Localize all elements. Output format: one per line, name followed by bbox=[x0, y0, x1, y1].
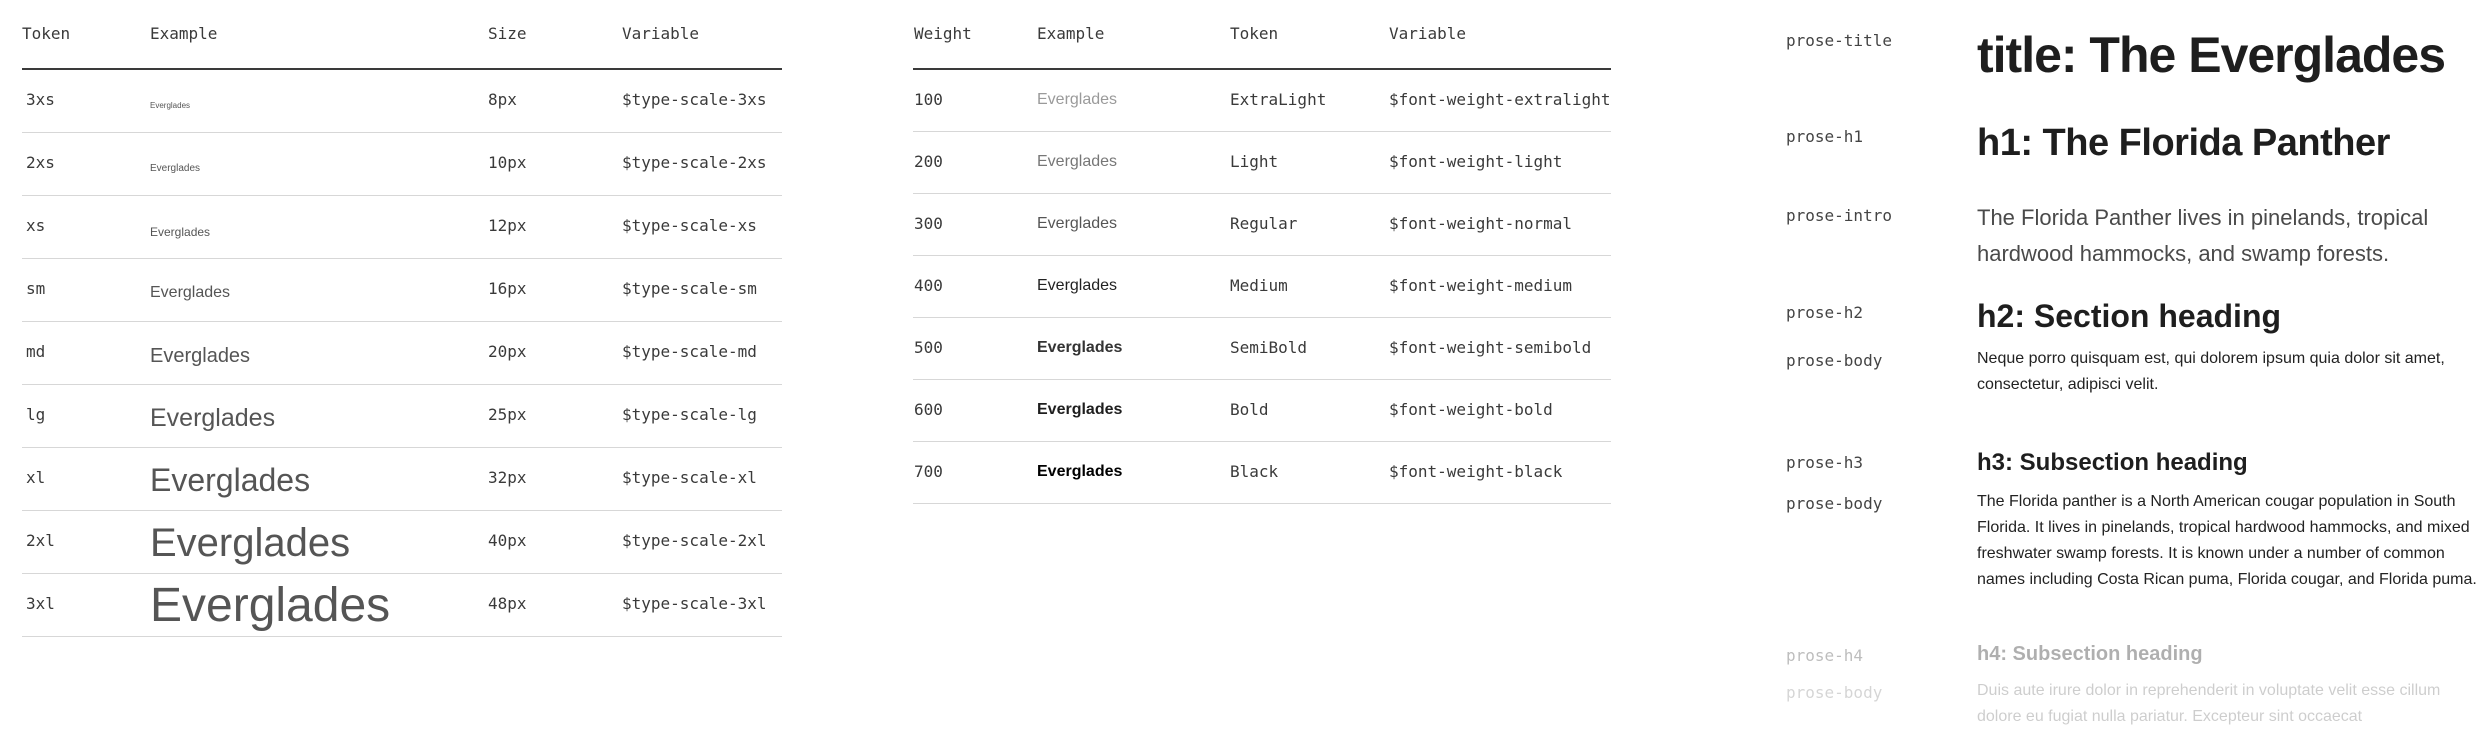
header-variable: Variable bbox=[622, 24, 700, 43]
variable-cell: $font-weight-bold bbox=[1389, 400, 1553, 419]
font-weight-table bbox=[913, 0, 1611, 504]
weight-cell: 300 bbox=[914, 214, 943, 233]
prose-h1-label: prose-h1 bbox=[1786, 127, 1864, 146]
token-cell: 2xs bbox=[26, 153, 55, 172]
variable-cell: $type-scale-2xs bbox=[622, 153, 767, 172]
table-row bbox=[22, 448, 782, 511]
table-row bbox=[22, 322, 782, 385]
weight-cell: 500 bbox=[914, 338, 943, 357]
variable-cell: $type-scale-lg bbox=[622, 405, 757, 424]
prose-body-line: Neque porro quisquam est, qui dolorem ipsum quia dolor sit amet, bbox=[1977, 350, 2445, 367]
prose-h3-sample: h3: Subsection heading bbox=[1977, 449, 2248, 476]
table-row bbox=[913, 318, 1611, 380]
example-cell: Everglades bbox=[1037, 277, 1118, 294]
token-cell: md bbox=[26, 342, 46, 361]
header-example: Example bbox=[150, 24, 218, 43]
variable-cell: $font-weight-normal bbox=[1389, 214, 1573, 233]
font-weight-table-header bbox=[913, 0, 1611, 70]
size-cell: 40px bbox=[488, 531, 527, 550]
token-cell: sm bbox=[26, 279, 46, 298]
prose-body-label: prose-body bbox=[1786, 683, 1883, 702]
prose-title-sample: title: The Everglades bbox=[1977, 27, 2446, 83]
variable-cell: $type-scale-md bbox=[622, 342, 757, 361]
type-scale-table bbox=[22, 0, 782, 637]
example-cell: Everglades bbox=[150, 404, 276, 432]
token-cell: lg bbox=[26, 405, 46, 424]
variable-cell: $type-scale-xs bbox=[622, 216, 757, 235]
header-variable: Variable bbox=[1389, 24, 1467, 43]
token-cell: Bold bbox=[1230, 400, 1269, 419]
header-token: Token bbox=[1230, 24, 1279, 43]
table-row bbox=[22, 574, 782, 637]
example-cell: Everglades bbox=[150, 521, 351, 565]
size-cell: 16px bbox=[488, 279, 527, 298]
prose-specimen bbox=[1786, 0, 2482, 732]
header-weight: Weight bbox=[914, 24, 972, 43]
prose-h4-sample: h4: Subsection heading bbox=[1977, 643, 2203, 665]
table-row bbox=[22, 70, 782, 133]
variable-cell: $type-scale-sm bbox=[622, 279, 757, 298]
header-example: Example bbox=[1037, 24, 1105, 43]
variable-cell: $font-weight-extralight bbox=[1389, 90, 1611, 109]
prose-h4-label: prose-h4 bbox=[1786, 646, 1864, 665]
size-cell: 25px bbox=[488, 405, 527, 424]
token-cell: SemiBold bbox=[1230, 338, 1308, 357]
weight-cell: 700 bbox=[914, 462, 943, 481]
variable-cell: $type-scale-xl bbox=[622, 468, 757, 487]
size-cell: 10px bbox=[488, 153, 527, 172]
token-cell: Light bbox=[1230, 152, 1279, 171]
token-cell: Medium bbox=[1230, 276, 1288, 295]
prose-h2-label: prose-h2 bbox=[1786, 303, 1864, 322]
size-cell: 32px bbox=[488, 468, 527, 487]
prose-h3-label: prose-h3 bbox=[1786, 453, 1864, 472]
size-cell: 8px bbox=[488, 90, 517, 109]
prose-body-label: prose-body bbox=[1786, 494, 1883, 513]
weight-cell: 200 bbox=[914, 152, 943, 171]
weight-cell: 100 bbox=[914, 90, 943, 109]
example-cell: Everglades bbox=[1037, 215, 1118, 232]
token-cell: 2xl bbox=[26, 531, 55, 550]
example-cell: Everglades bbox=[150, 225, 211, 239]
variable-cell: $font-weight-medium bbox=[1389, 276, 1573, 295]
example-cell: Everglades bbox=[1037, 91, 1118, 108]
prose-body-label: prose-body bbox=[1786, 351, 1883, 370]
example-cell: Everglades bbox=[150, 101, 191, 110]
example-cell: Everglades bbox=[1037, 401, 1123, 418]
table-row bbox=[22, 259, 782, 322]
example-cell: Everglades bbox=[150, 579, 391, 632]
table-row bbox=[913, 442, 1611, 504]
prose-intro-sample: The Florida Panther lives in pinelands, tropical hardwood hammocks, and swamp forests. bbox=[1977, 205, 2429, 266]
prose-h2-sample: h2: Section heading bbox=[1977, 298, 2282, 334]
prose-body-sample: The Florida panther is a North American cougar population in South Florida. It lives in pinelands, tropical hardwood hammocks, and mixed freshwater swamp forests. It is known under a number of common names including Costa Rican puma, Florida cougar, and Florida puma. bbox=[1977, 493, 2477, 588]
variable-cell: $type-scale-3xs bbox=[622, 90, 767, 109]
token-cell: Regular bbox=[1230, 214, 1298, 233]
prose-body-sample bbox=[1977, 346, 2477, 398]
table-row bbox=[22, 385, 782, 448]
variable-cell: $font-weight-black bbox=[1389, 462, 1563, 481]
variable-cell: $type-scale-2xl bbox=[622, 531, 767, 550]
table-row bbox=[22, 133, 782, 196]
token-cell: xl bbox=[26, 468, 46, 487]
token-cell: 3xs bbox=[26, 90, 55, 109]
prose-title-label: prose-title bbox=[1786, 31, 1892, 50]
example-cell: Everglades bbox=[150, 345, 251, 367]
table-row bbox=[913, 70, 1611, 132]
token-cell: Black bbox=[1230, 462, 1279, 481]
table-row bbox=[913, 380, 1611, 442]
table-row bbox=[913, 132, 1611, 194]
table-row bbox=[22, 511, 782, 574]
table-row bbox=[913, 256, 1611, 318]
prose-body-sample: Duis aute irure dolor in reprehenderit in voluptate velit esse cillum dolore eu fugiat nulla pariatur. Excepteur sint occaecat bbox=[1977, 682, 2441, 725]
example-cell: Everglades bbox=[150, 284, 231, 301]
prose-body-line: consectetur, adipisci velit. bbox=[1977, 376, 2159, 393]
type-scale-table-header bbox=[22, 0, 782, 70]
prose-intro-label: prose-intro bbox=[1786, 206, 1892, 225]
example-cell: Everglades bbox=[1037, 463, 1123, 480]
header-token: Token bbox=[22, 24, 71, 43]
table-row bbox=[22, 196, 782, 259]
example-cell: Everglades bbox=[1037, 339, 1123, 356]
example-cell: Everglades bbox=[1037, 153, 1118, 170]
table-row bbox=[913, 194, 1611, 256]
weight-cell: 600 bbox=[914, 400, 943, 419]
weight-cell: 400 bbox=[914, 276, 943, 295]
size-cell: 12px bbox=[488, 216, 527, 235]
header-size: Size bbox=[488, 24, 527, 43]
prose-h1-sample: h1: The Florida Panther bbox=[1977, 122, 2390, 164]
size-cell: 48px bbox=[488, 594, 527, 613]
variable-cell: $font-weight-semibold bbox=[1389, 338, 1592, 357]
example-cell: Everglades bbox=[150, 163, 201, 174]
token-cell: 3xl bbox=[26, 594, 55, 613]
variable-cell: $type-scale-3xl bbox=[622, 594, 767, 613]
size-cell: 20px bbox=[488, 342, 527, 361]
variable-cell: $font-weight-light bbox=[1389, 152, 1563, 171]
example-cell: Everglades bbox=[150, 462, 311, 498]
token-cell: ExtraLight bbox=[1230, 90, 1327, 109]
token-cell: xs bbox=[26, 216, 46, 235]
